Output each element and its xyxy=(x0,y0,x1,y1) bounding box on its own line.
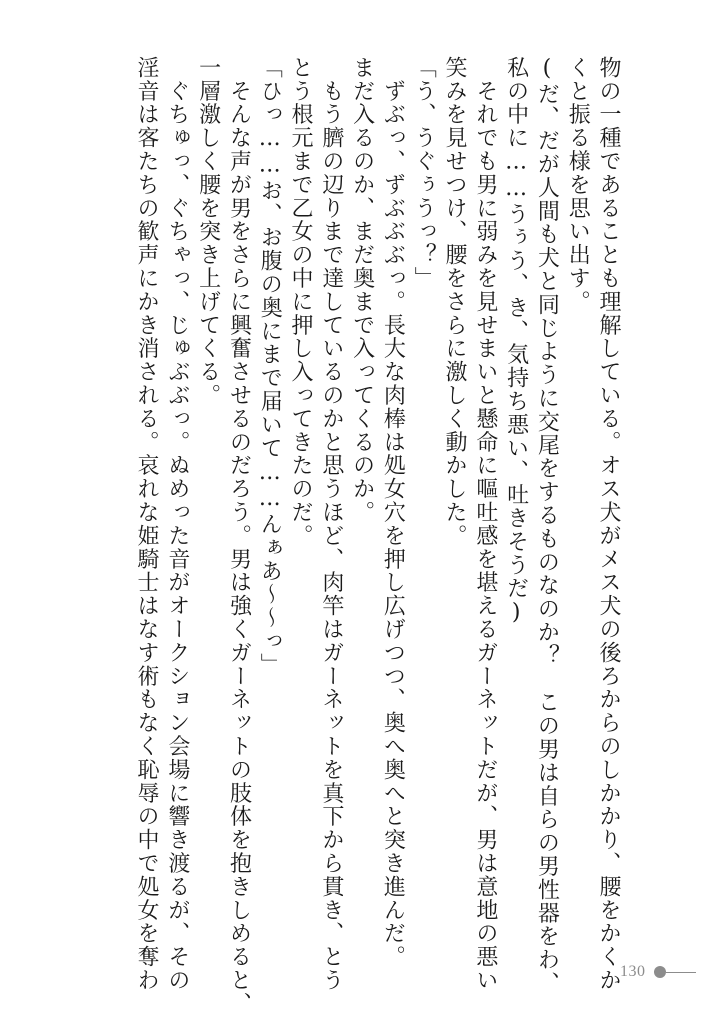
text-line: 私の中に……うぅう、き、気持ち悪い、吐きそうだ) xyxy=(503,56,529,627)
page-footer xyxy=(620,962,696,982)
text-line: 物の一種であることも理解している。オス犬がメス犬の後ろからのしかかり、腰をかくか xyxy=(596,56,621,992)
text-line: それでも男に弱みを見せまいと懸命に嘔吐感を堪えるガーネットだが、男は意地の悪い xyxy=(472,56,498,992)
text-line: ぐちゅっ、ぐちゃっ、じゅぶぶっ。ぬめった音がオークション会場に響き渡るが、その xyxy=(164,56,190,992)
text-line: まだ入るのか、まだ奥まで入ってくるのか。 xyxy=(349,56,375,524)
text-line: 「う、うぐぅうっ？」 xyxy=(411,56,437,290)
text-line: とう根元まで乙女の中に押し入ってきたのだ。 xyxy=(288,56,314,548)
text-line: 淫音は客たちの歓声にかき消される。哀れな姫騎士はなす術もなく恥辱の中で処女を奪わ xyxy=(134,56,160,992)
footer-dot-icon xyxy=(654,966,666,978)
text-line: くと振る様を思い出す。 xyxy=(565,56,591,314)
body-text xyxy=(130,56,623,1015)
text-line: 一層激しく腰を突き上げてくる。 xyxy=(195,56,221,407)
text-line: (だ、だが人間も犬と同じように交尾をするものなのか？ この男は自らの男性器をわ、 xyxy=(534,56,560,995)
text-line: 笑みを見せつけ、腰をさらに激しく動かした。 xyxy=(442,56,468,548)
text-line: そんな声が男をさらに興奮させるのだろう。男は強くガーネットの肢体を抱きしめると、 xyxy=(226,56,252,1015)
page-number: 130 xyxy=(620,963,646,980)
footer-rule xyxy=(666,972,696,973)
text-line: 「ひっ……お、お腹の奥にまで届いて……んぁあ～～っ」 xyxy=(257,56,283,677)
text-line: ずぶっ、ずぶぶぶっ。長大な肉棒は処女穴を押し広げつつ、奥へ奥へと突き進んだ。 xyxy=(380,56,406,969)
text-line: もう臍の辺りまで達しているのかと思うほど、肉竿はガーネットを真下から貫き、とう xyxy=(318,56,344,992)
